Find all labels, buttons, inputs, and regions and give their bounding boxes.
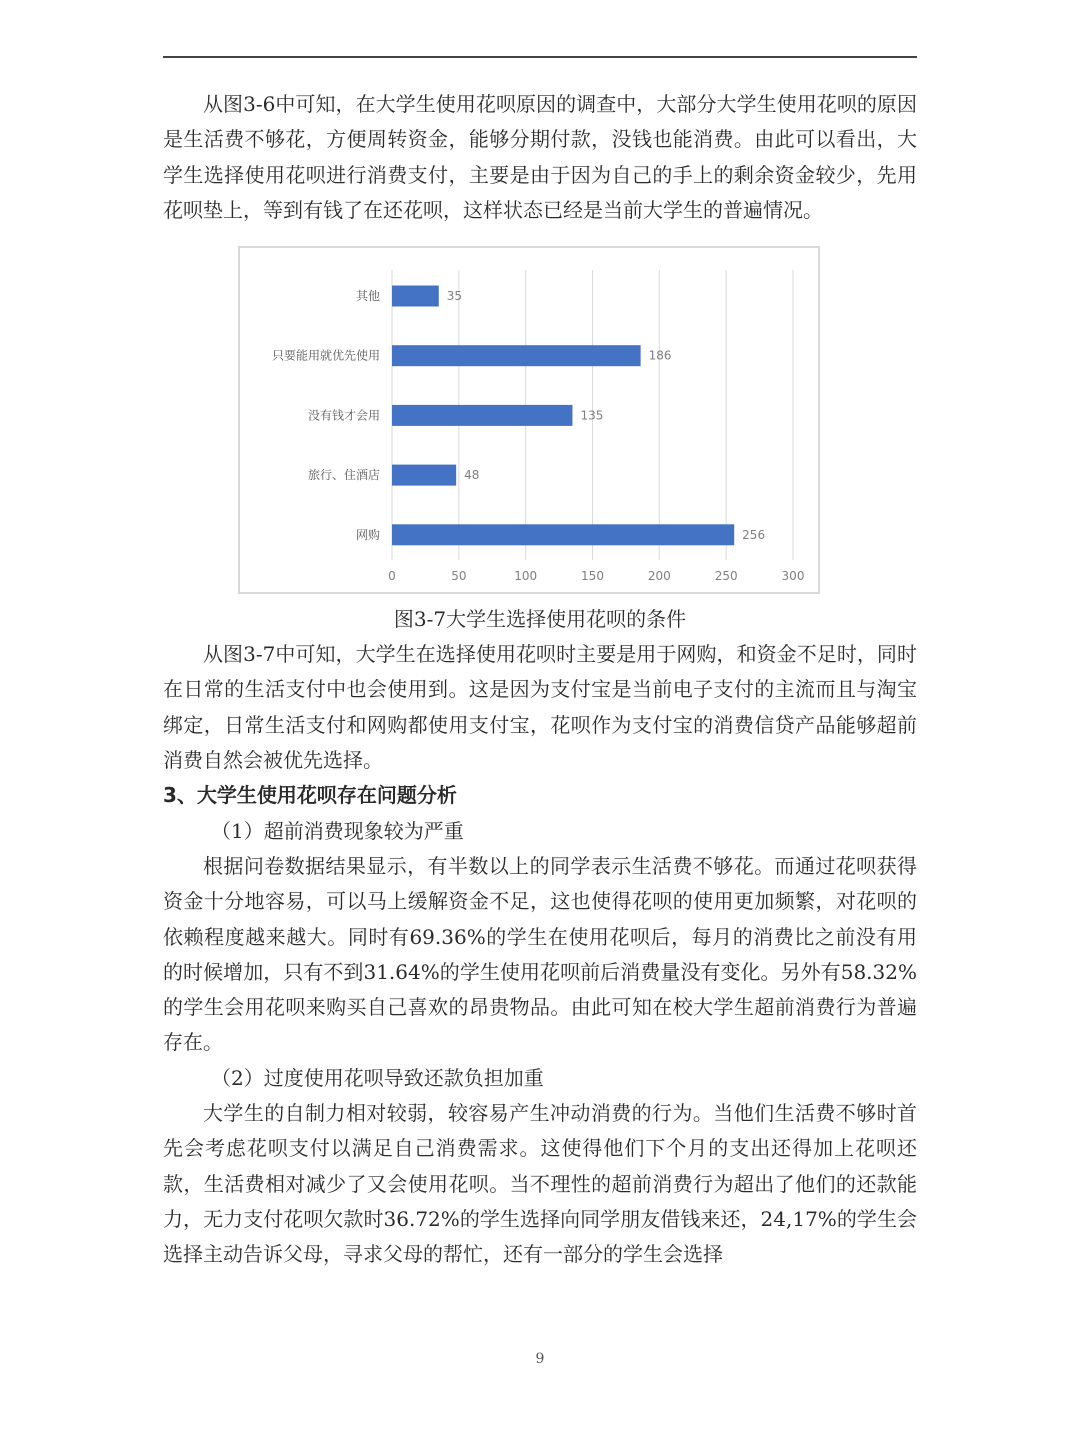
bar-1 <box>392 345 641 366</box>
page-body <box>163 87 917 1273</box>
x-tick-label-1: 50 <box>451 569 467 584</box>
bar-4 <box>392 524 734 545</box>
x-tick-label-2: 100 <box>514 569 538 584</box>
x-tick-label-5: 250 <box>714 569 738 584</box>
bar-2 <box>392 405 572 426</box>
x-tick-label-3: 150 <box>581 569 604 584</box>
paragraph-2: 从图3-7中可知，大学生在选择使用花呗时主要是用于网购，和资金不足时，同时在日常的生活支付中也会使用到。这是因为支付宝是当前电子支付的主流而且与淘宝绑定，日常生活支付和网购都使用支付宝，花呗作为支付宝的消费信贷产品能够超前消费自然会被优先选择。 <box>163 642 917 773</box>
value-label-0: 35 <box>446 289 463 304</box>
paragraph-4: 大学生的自制力相对较弱，较容易产生冲动消费的行为。当他们生活费不够时首先会考虑花呗支付以满足自己消费需求。这使得他们下个月的支出还得加上花呗还款，生活费相对减少了又会使用花呗。当不理性的超前消费行为超出了他们的还款能力，无力支付花呗欠款时36.72%的学生选择向同学朋友借钱来还，24,17%的学生会选择主动告诉父母，寻求父母的帮忙，还有一部分的学生会选择 <box>163 1101 917 1267</box>
category-label-4: 网购 <box>355 527 380 542</box>
bar-chart <box>238 246 820 594</box>
subheading-2: （2）过度使用花呗导致还款负担加重 <box>211 1065 544 1090</box>
paragraph-3: 根据问卷数据结果显示，有半数以上的同学表示生活费不够花。而通过花呗获得资金十分地容易，可以马上缓解资金不足，这也使得花呗的使用更加频繁，对花呗的依赖程度越来越大。同时有69.36%的学生在使用花呗后，每月的消费比之前没有用的时候增加，只有不到31.64%的学生使用花呗前后消费量没有变化。另外有58.32%的学生会用花呗来购买自己喜欢的昂贵物品。由此可知在校大学生超前消费行为普遍存在。 <box>163 853 917 1055</box>
x-tick-label-0: 0 <box>388 569 396 584</box>
category-label-2: 没有钱才会用 <box>307 408 380 423</box>
paragraph-1: 从图3-6中可知，在大学生使用花呗原因的调查中，大部分大学生使用花呗的原因是生活费不够花，方便周转资金，能够分期付款，没钱也能消费。由此可以看出，大学生选择使用花呗进行消费支付，主要是由于因为自己的手上的剩余资金较少，先用花呗垫上，等到有钱了在还花呗，这样状态已经是当前大学生的普遍情况。 <box>163 92 917 222</box>
value-label-1: 186 <box>648 348 672 363</box>
bar-0 <box>392 286 439 307</box>
bar-3 <box>392 465 456 486</box>
value-label-2: 135 <box>580 408 604 423</box>
value-label-3: 48 <box>464 468 480 483</box>
x-tick-label-4: 200 <box>647 569 671 584</box>
bar-chart-svg <box>240 248 818 592</box>
x-tick-label-6: 300 <box>781 569 805 584</box>
category-label-1: 只要能用就优先使用 <box>271 348 380 363</box>
figure-caption: 图3-7大学生选择使用花呗的条件 <box>393 607 687 632</box>
page-number: 9 <box>535 1351 545 1367</box>
category-label-3: 旅行、住酒店 <box>307 468 380 483</box>
subheading-1: （1）超前消费现象较为严重 <box>211 818 464 843</box>
value-label-4: 256 <box>742 527 766 542</box>
section-heading: 3、大学生使用花呗存在问题分析 <box>163 783 457 808</box>
category-label-0: 其他 <box>355 289 380 304</box>
header-rule <box>163 56 917 58</box>
